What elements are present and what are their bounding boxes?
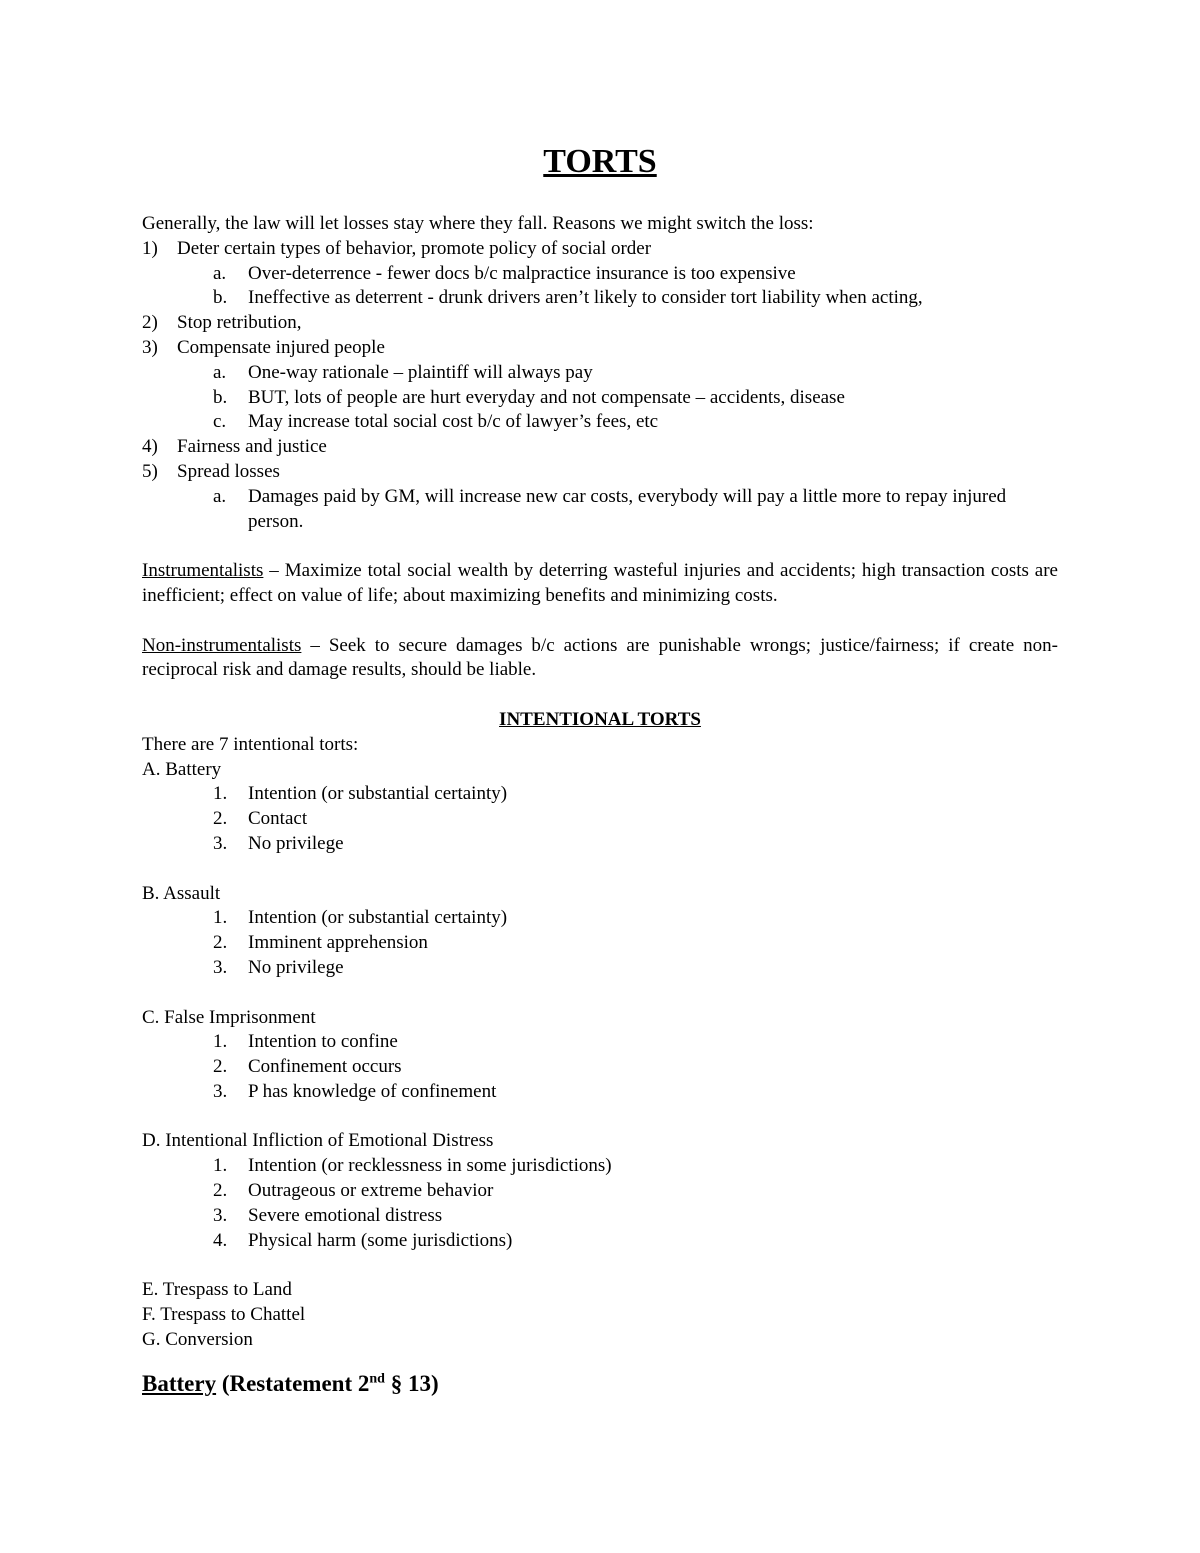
reason-subitem-text: Ineffective as deterrent - drunk drivers aren’t likely to consider tort liability when acting, <box>248 287 923 309</box>
tort-element <box>142 1080 1058 1105</box>
tort-label: A. Battery <box>142 758 222 780</box>
tort-element-number: 2. <box>213 1056 228 1078</box>
reason-subitem-label: c. <box>213 411 227 433</box>
tort-element-number: 1. <box>213 783 228 805</box>
tort-label: B. Assault <box>142 882 221 904</box>
other-tort-item: F. Trespass to Chattel <box>142 1304 306 1326</box>
battery-heading-sup: nd <box>369 1371 385 1386</box>
reason-text: Spread losses <box>177 460 280 482</box>
tort-label: D. Intentional Infliction of Emotional Distress <box>142 1130 494 1152</box>
reason-subitem-label: a. <box>213 262 227 284</box>
tort-element-number: 2. <box>213 1180 228 1202</box>
reasons-list <box>142 237 1058 535</box>
tort-element <box>142 1030 1058 1055</box>
other-torts-list <box>142 1278 1058 1352</box>
reason-text: Fairness and justice <box>177 436 327 458</box>
tort-element-text: Intention to confine <box>248 1031 398 1053</box>
document-page <box>142 142 1058 1399</box>
tort-element-text: No privilege <box>248 956 344 978</box>
reason-item <box>142 237 1058 262</box>
intro-text: Generally, the law will let losses stay where they fall. Reasons we might switch the loss: <box>142 213 814 234</box>
tort-element-text: Imminent apprehension <box>248 932 428 954</box>
tort-element-text: Physical harm (some jurisdictions) <box>248 1229 513 1251</box>
tort-element-number: 3. <box>213 1080 228 1102</box>
reason-subitem-text: Over-deterrence - fewer docs b/c malpractice insurance is too expensive <box>248 262 796 284</box>
reason-item <box>142 460 1058 485</box>
tort-element-text: Contact <box>248 808 308 830</box>
reason-number: 4) <box>142 436 158 458</box>
tort-element <box>142 807 1058 832</box>
reason-subitem <box>142 262 1058 287</box>
tort-element-number: 1. <box>213 907 228 929</box>
tort-element <box>142 931 1058 956</box>
tort-element <box>142 906 1058 931</box>
tort-element <box>142 832 1058 857</box>
battery-heading-term: Battery <box>142 1370 217 1396</box>
reason-number: 1) <box>142 237 158 259</box>
instrumentalists-paragraph <box>142 559 1058 609</box>
tort-element-text: Intention (or substantial certainty) <box>248 907 508 929</box>
tort-element-text: Outrageous or extreme behavior <box>248 1180 494 1202</box>
tort-element <box>142 1229 1058 1254</box>
non-instrumentalists-paragraph <box>142 634 1058 684</box>
torts-list <box>142 758 1058 1279</box>
reason-item <box>142 435 1058 460</box>
tort-element-number: 1. <box>213 1155 228 1177</box>
reason-item <box>142 311 1058 336</box>
battery-heading-pre: (Restatement 2 <box>216 1370 370 1396</box>
reason-subitem <box>142 410 1058 435</box>
document-title: TORTS <box>543 143 657 180</box>
tort-element-number: 3. <box>213 956 228 978</box>
tort-element <box>142 782 1058 807</box>
instrumentalists-term: Instrumentalists <box>142 560 264 582</box>
tort-element-text: No privilege <box>248 832 344 854</box>
reason-subitem <box>142 361 1058 386</box>
instrumentalists-text: – Maximize total social wealth by deterring wasteful injuries and accidents; high transaction costs are inefficient; effect on value of life; about maximizing benefits and minimizing costs. <box>142 560 1058 606</box>
reason-subitem <box>142 485 1058 535</box>
tort-element-text: Confinement occurs <box>248 1056 402 1078</box>
reason-subitem-label: a. <box>213 485 227 507</box>
reason-subitem-text: May increase total social cost b/c of lawyer’s fees, etc <box>248 411 659 433</box>
reason-number: 3) <box>142 336 158 358</box>
tort-element-number: 1. <box>213 1031 228 1053</box>
reason-subitem-text: One-way rationale – plaintiff will always pay <box>248 361 593 383</box>
reason-subitem-label: b. <box>213 386 228 408</box>
tort-label: C. False Imprisonment <box>142 1006 316 1028</box>
tort-element-text: Intention (or recklessness in some jurisdictions) <box>248 1155 612 1177</box>
tort-element <box>142 1055 1058 1080</box>
reason-subitem-text: Damages paid by GM, will increase new car costs, everybody will pay a little more to repay injured person. <box>248 485 1007 532</box>
tort-element-number: 3. <box>213 1204 228 1226</box>
tort-element <box>142 1204 1058 1229</box>
reason-subitem <box>142 386 1058 411</box>
reason-item <box>142 336 1058 361</box>
tort-element <box>142 1179 1058 1204</box>
reason-text: Stop retribution, <box>177 312 302 334</box>
other-tort-item: E. Trespass to Land <box>142 1279 292 1301</box>
reason-subitem <box>142 286 1058 311</box>
tort-element-number: 2. <box>213 808 228 830</box>
reason-number: 5) <box>142 460 158 482</box>
non-instrumentalists-text: – Seek to secure damages b/c actions are punishable wrongs; justice/fairness; if create non-reciprocal risk and damage results, should be liable. <box>142 634 1058 681</box>
tort-element-number: 2. <box>213 932 228 954</box>
reason-subitem-label: a. <box>213 361 227 383</box>
reason-text: Compensate injured people <box>177 336 385 358</box>
tort-element-number: 3. <box>213 832 228 854</box>
tort-element-text: Intention (or substantial certainty) <box>248 783 508 805</box>
tort-element-number: 4. <box>213 1229 228 1251</box>
battery-heading-post: § 13) <box>384 1370 439 1396</box>
reason-number: 2) <box>142 312 158 334</box>
reason-subitem-label: b. <box>213 287 228 309</box>
tort-element <box>142 1154 1058 1179</box>
tort-element-text: P has knowledge of confinement <box>248 1080 497 1102</box>
non-instrumentalists-term: Non-instrumentalists <box>142 634 302 656</box>
other-tort-item: G. Conversion <box>142 1328 253 1350</box>
reason-subitem-text: BUT, lots of people are hurt everyday and not compensate – accidents, disease <box>248 386 845 408</box>
intentional-torts-intro: There are 7 intentional torts: <box>142 733 359 755</box>
reason-text: Deter certain types of behavior, promote policy of social order <box>177 237 652 259</box>
tort-element <box>142 956 1058 981</box>
battery-heading <box>142 1369 1058 1399</box>
intentional-torts-heading: INTENTIONAL TORTS <box>499 708 701 730</box>
tort-element-text: Severe emotional distress <box>248 1204 443 1226</box>
